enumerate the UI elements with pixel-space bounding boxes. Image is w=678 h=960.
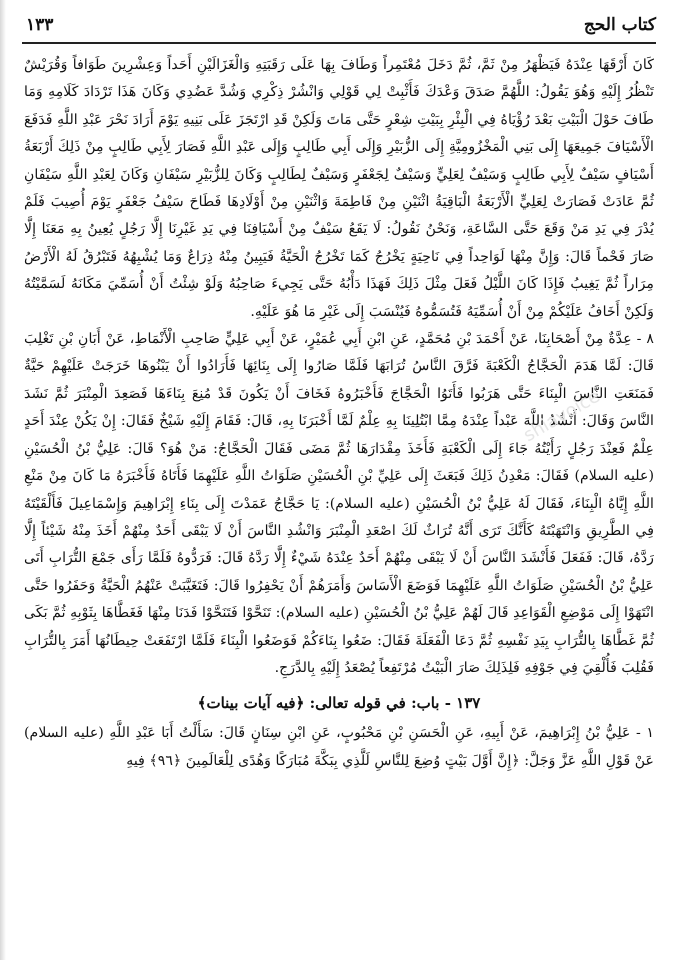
page-edge-shadow [0,0,6,960]
header-rule [22,42,656,44]
page-number: ١٣٣ [26,15,54,35]
page-header [26,10,656,40]
hadith-7-continuation: كَانَ أَرْقَهَا عِنْدَهُ فَيَظْهَرُ مِنْ ثَمَّ، ثُمَّ دَخَلَ مُعْتَمِراً وَطَافَ بِهَا عَلَى رَقَبَتِهِ وَالْغَزَالَيْنِ أَحَداً وَعِشْرِينَ طَوَافاً وَقُرَيْشٌ تَنْظُرُ إِلَيْهِ وَهُوَ يَقُولُ: اللَّهُمَّ صَدَقَ وَعْدَكَ فَأَثْبِتْ لِي قَوْلِي وَانْشُرْ ذِكْرِي وَشُدَّ عَضُدِي وَكَانَ هَذَا تَرْدَادَ كَلَامِهِ وَمَا طَافَ حَوْلَ الْبَيْتِ بَعْدَ رُؤْيَاهُ فِي الْبِئْرِ بِبَيْتِ شِعْرٍ حَتَّى مَاتَ وَلَكِنْ قَدِ ارْتَجَزَ عَلَى بَنِيهِ يَوْمَ أَرَادَ نَحْرَ عَبْدِ اللَّهِ فَدَفَعَ الْأَسْيَافَ جَمِيعَهَا إِلَى بَنِي الْمَخْزُومِيَّةِ إِلَى الزُّبَيْرِ وَإِلَى أَبِي طَالِبٍ وَإِلَى عَبْدِ اللَّهِ فَصَارَ لِأَبِي طَالِبٍ مِنْ ذَلِكَ أَرْبَعَةُ أَسْيَافٍ سَيْفٌ لِأَبِي طَالِبٍ وَسَيْفٌ لِعَلِيٍّ وَسَيْفٌ لِجَعْفَرٍ وَسَيْفٌ لِطَالِبٍ وَكَانَ لِلزُّبَيْرِ سَيْفَانِ وَكَانَ لِعَبْدِ اللَّهِ سَيْفَانِ ثُمَّ عَادَتْ فَصَارَتْ لِعَلِيٍّ الْأَرْبَعَةُ الْبَاقِيَةُ اثْنَيْنِ مِنْ فَاطِمَةَ وَاثْنَيْنِ مِنْ أَوْلَادِهَا فَطَاحَ سَيْفُ جَعْفَرٍ يَوْمَ أُصِيبَ فَلَمْ يُدْرَ فِي يَدِ مَنْ وَقَعَ حَتَّى السَّاعَةِ، وَنَحْنُ نَقُولُ: لَا يَقَعُ سَيْفٌ مِنْ أَسْيَافِنَا فِي يَدِ غَيْرِنَا إِلَّا رَجُلٍ يُعِينُ بِهِ مَعَنَا إِلَّا صَارَ فَحْماً قَالَ: وَإِنَّ مِنْهَا لَوَاحِداً فِي نَاحِيَةٍ يَخْرُجُ كَمَا تَخْرُجُ الْحَيَّةُ فَيَبِينُ مِنْهُ ذِرَاعٌ وَمَا يُشْبِهُهُ فَتَبْرُقُ لَهُ الْأَرْضُ مِرَاراً ثُمَّ يَغِيبُ فَإِذَا كَانَ اللَّيْلُ فَعَلَ مِثْلَ ذَلِكَ فَهَذَا دَأْبُهُ حَتَّى يَجِيءَ صَاحِبُهُ وَلَوْ شِئْتُ أَنْ أُسَمِّيَ مَكَانَهُ لَسَمَّيْتُهُ وَلَكِنْ أَخَافُ عَلَيْكُمْ مِنْ أَنْ أُسَمِّيَهُ فَتُسَمُّوهُ فَيُنْسَبَ إِلَى غَيْرِ مَا هُوَ عَلَيْهِ. [24,57,654,320]
watermark: shiavoice [520,385,604,447]
chapter-heading: ١٣٧ - باب: في قوله تعالى: ﴿فيه آيات بينات﴾ [197,694,481,713]
page-body [24,52,654,775]
hadith-1: ١ - عَلِيُّ بْنُ إِبْرَاهِيمَ، عَنْ أَبِيهِ، عَنِ الْحَسَنِ بْنِ مَحْبُوبٍ، عَنِ ابْنِ سِنَانٍ قَالَ: سَأَلْتُ أَبَا عَبْدِ اللَّهِ (عليه السلام) عَنْ قَوْلِ اللَّهِ عَزَّ وَجَلَّ: ﴿إِنَّ أَوَّلَ بَيْتٍ وُضِعَ لِلنَّاسِ لَلَّذِي بِبَكَّةَ مُبَارَكًا وَهُدًى لِلْعَالَمِينَ ﴿٩٦﴾ فِيهِ [24,725,654,769]
hadith-8: ٨ - عِدَّةٌ مِنْ أَصْحَابِنَا، عَنْ أَحْمَدَ بْنِ مُحَمَّدٍ، عَنِ ابْنِ أَبِي عُمَيْرٍ، عَنْ أَبِي عَلِيٍّ صَاحِبِ الْأَنْمَاطِ، عَنْ أَبَانِ بْنِ تَغْلِبَ قَالَ: لَمَّا هَدَمَ الْحَجَّاجُ الْكَعْبَةَ فَرَّقَ النَّاسُ تُرَابَهَا فَلَمَّا صَارُوا إِلَى بِنَائِهَا فَأَرَادُوا أَنْ يَبْنُوهَا خَرَجَتْ عَلَيْهِمْ حَيَّةٌ فَمَنَعَتِ النَّاسَ الْبِنَاءَ حَتَّى هَرَبُوا فَأَتَوُا الْحَجَّاجَ فَأَخْبَرُوهُ فَخَافَ أَنْ يَكُونَ قَدْ مُنِعَ بِنَاءَهَا فَصَعِدَ الْمِنْبَرَ ثُمَّ نَشَدَ النَّاسَ وَقَالَ: أَنْشُدُ اللَّهَ عَبْداً عِنْدَهُ مِمَّا ابْتُلِينَا بِهِ عِلْمٌ لَمَّا أَخْبَرَنَا بِهِ، قَالَ: فَقَامَ إِلَيْهِ شَيْخٌ فَقَالَ: إِنْ يَكُنْ عِنْدَ أَحَدٍ عِلْمٌ فَعِنْدَ رَجُلٍ رَأَيْتُهُ جَاءَ إِلَى الْكَعْبَةِ فَأَخَذَ مِقْدَارَهَا ثُمَّ مَضَى فَقَالَ الْحَجَّاجُ: مَنْ هُوَ؟ قَالَ: عَلِيُّ بْنُ الْحُسَيْنِ (عليه السلام) فَقَالَ: مَعْدِنُ ذَلِكَ فَبَعَثَ إِلَى عَلِيِّ بْنِ الْحُسَيْنِ صَلَوَاتُ اللَّهِ عَلَيْهِمَا فَأَتَاهُ فَأَخْبَرَهُ مَا كَانَ مِنْ مَنْعِ اللَّهِ إِيَّاهُ الْبِنَاءَ، فَقَالَ لَهُ عَلِيُّ بْنُ الْحُسَيْنِ (عليه السلام): يَا حَجَّاجُ عَمَدْتَ إِلَى بِنَاءِ إِبْرَاهِيمَ وَإِسْمَاعِيلَ فَأَلْقَيْتَهُ فِي الطَّرِيقِ وَانْتَهَبْتَهُ كَأَنَّكَ تَرَى أَنَّهُ تُرَاثٌ لَكَ اصْعَدِ الْمِنْبَرَ وَانْشُدِ النَّاسَ أَنْ لَا يَبْقَى أَحَدٌ مِنْهُمْ أَخَذَ مِنْهُ شَيْئاً إِلَّا رَدَّهُ، قَالَ: فَفَعَلَ فَأَنْشَدَ النَّاسَ أَنْ لَا يَبْقَى مِنْهُمْ أَحَدٌ عِنْدَهُ شَيْءٌ إِلَّا رَدَّهُ قَالَ: فَرَدُّوهُ فَلَمَّا رَأَى جَمْعَ التُّرَابِ أَتَى عَلِيُّ بْنُ الْحُسَيْنِ صَلَوَاتُ اللَّهِ عَلَيْهِمَا فَوَضَعَ الْأَسَاسَ وَأَمَرَهُمْ أَنْ يَحْفِرُوا قَالَ: فَتَغَيَّبَتْ عَنْهُمُ الْحَيَّةُ وَحَفَرُوا حَتَّى انْتَهَوْا إِلَى مَوْضِعِ الْقَوَاعِدِ قَالَ لَهُمْ عَلِيُّ بْنُ الْحُسَيْنِ (عليه السلام): تَنَحَّوْا فَتَنَحَّوْا فَدَنَا مِنْهَا فَغَطَّاهَا بِثَوْبِهِ ثُمَّ بَكَى ثُمَّ غَطَّاهَا بِالتُّرَابِ بِيَدِ نَفْسِهِ ثُمَّ دَعَا الْفَعَلَةَ فَقَالَ: ضَعُوا بِنَاءَكُمْ فَوَضَعُوا الْبِنَاءَ فَلَمَّا ارْتَفَعَتْ حِيطَانُهَا أَمَرَ بِالتُّرَابِ فَقُلِبَ فَأُلْقِيَ فِي جَوْفِهِ فَلِذَلِكَ صَارَ الْبَيْتُ مُرْتَفِعاً يُصْعَدُ إِلَيْهِ بِالدَّرَجِ. [24,331,654,676]
running-title: كتاب الحج [583,15,656,35]
